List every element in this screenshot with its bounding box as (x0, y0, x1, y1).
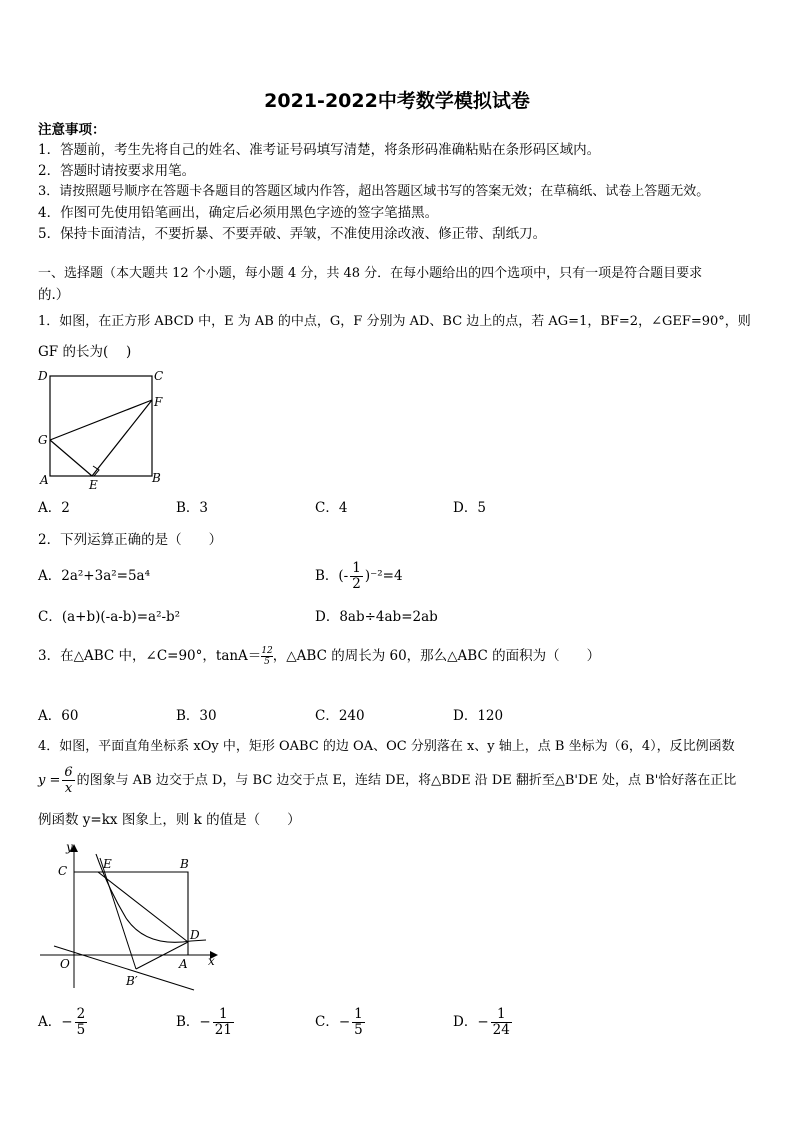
q4-option-d-numerator: 1 (491, 1007, 512, 1023)
q4-option-c-prefix: C．− (315, 1014, 351, 1030)
q1-label-b: B (152, 471, 161, 485)
q2-option-c: C．(a+b)(-a-b)=a²-b² (38, 609, 181, 625)
q1-square-figure (34, 366, 174, 492)
q4-option-c-denominator: 5 (354, 1022, 363, 1038)
q1-option-b: B．3 (176, 500, 209, 516)
q4-option-b-numerator: 1 (213, 1007, 234, 1023)
q3-frac-denominator: 5 (264, 657, 270, 667)
q4-option-b-prefix: B．− (176, 1014, 211, 1030)
q3-frac-numerator: 12 (261, 646, 273, 656)
q4-function-prefix: y = (38, 773, 61, 788)
q4-option-d-prefix: D．− (453, 1014, 489, 1030)
q1-option-d: D．5 (453, 500, 486, 516)
q4-option-a-numerator: 2 (76, 1006, 86, 1022)
q4-label-e: E (103, 857, 112, 871)
q4-label-d: D (190, 928, 200, 942)
q4-stem-line1: 4．如图，平面直角坐标系 xOy 中，矩形 OABC 的边 OA、OC 分别落在 x、y 轴上，点 B 坐标为（6，4），反比例函数 (38, 739, 735, 754)
q2-option-d: D．8ab÷4ab=2ab (315, 609, 438, 625)
notice-item: 2．答题时请按要求用笔。 (38, 163, 196, 179)
q3-option-c: C．240 (315, 708, 365, 724)
notice-item: 1．答题前，考生先将自己的姓名、准考证号码填写清楚，将条形码准确粘贴在条形码区域内。 (38, 142, 601, 158)
section-heading-line1: 一、选择题（本大题共 12 个小题，每小题 4 分，共 48 分．在每小题给出的四个选项中，只有一项是符合题目要求 (38, 266, 703, 281)
q4-label-c: C (58, 864, 68, 878)
q4-label-b-prime: B′ (126, 974, 138, 988)
q3-stem-prefix: 3．在△ABC 中，∠C=90°，tanA＝ (38, 648, 262, 664)
q4-option-a-denominator: 5 (76, 1022, 86, 1038)
section-heading-line2: 的.） (38, 287, 70, 303)
q4-label-x: x (208, 954, 215, 968)
q3-stem (38, 640, 600, 672)
q1-label-a: A (40, 473, 49, 487)
q3-option-a: A．60 (38, 708, 79, 724)
q1-stem-line2: GF 的长为( ) (38, 344, 132, 360)
q2-option-b-suffix: )⁻²=4 (364, 568, 403, 584)
q2-option-b (315, 558, 403, 594)
q3-option-d: D．120 (453, 708, 504, 724)
q3-option-b: B．30 (176, 708, 217, 724)
q4-function-numerator: 6 (64, 765, 73, 780)
q4-option-d-denominator: 24 (492, 1022, 510, 1038)
q4-option-c (315, 1003, 367, 1041)
notice-item: 5．保持卡面清洁，不要折暴、不要弄破、弄皱，不准使用涂改液、修正带、刮纸刀。 (38, 226, 547, 242)
q4-stem-line2 (38, 762, 736, 800)
q2-stem: 2．下列运算正确的是（ ） (38, 532, 223, 548)
q4-option-a-prefix: A．− (38, 1014, 73, 1030)
notice-heading: 注意事项： (38, 122, 106, 138)
q1-option-a: A．2 (38, 500, 70, 516)
q4-label-y: y (66, 840, 73, 854)
q4-label-b: B (180, 857, 189, 871)
q1-label-f: F (154, 395, 163, 409)
q1-label-d: D (38, 369, 48, 383)
q4-stem-line3: 例函数 y=kx 图象上，则 k 的值是（ ） (38, 812, 301, 828)
q2-option-b-denominator: 2 (352, 576, 361, 592)
q1-stem-line1: 1．如图，在正方形 ABCD 中，E 为 AB 的中点，G，F 分别为 AD、BC 边上的点，若 AG=1，BF=2，∠GEF=90°，则 (38, 314, 751, 329)
q1-label-c: C (154, 369, 164, 383)
q1-option-c: C．4 (315, 500, 348, 516)
q4-function-denominator: x (64, 781, 73, 796)
q4-stem-line2-text: 的图象与 AB 边交于点 D，与 BC 边交于点 E，连结 DE，将△BDE 沿 DE 翻折至△B'DE 处，点 B'恰好落在正比 (76, 773, 737, 788)
page-title: 2021-2022中考数学模拟试卷 (264, 90, 530, 112)
notice-item: 4．作图可先使用铅笔画出，确定后必须用黑色字迹的签字笔描黑。 (38, 205, 439, 221)
notice-item: 3．请按照题号顺序在答题卡各题目的答题区域内作答，超出答题区域书写的答案无效；在草稿纸、试卷上答题无效。 (38, 184, 710, 199)
q4-option-a (38, 1003, 89, 1041)
q4-option-c-numerator: 1 (354, 1006, 363, 1022)
q2-option-b-prefix: B．(- (315, 568, 349, 584)
q4-label-a: A (179, 957, 188, 971)
q1-label-g: G (38, 433, 48, 447)
q4-option-b (176, 1003, 236, 1041)
q4-coordinate-figure (36, 838, 226, 996)
q2-option-a: A．2a²+3a²=5a⁴ (38, 568, 151, 584)
q4-option-d (453, 1003, 514, 1041)
q4-option-b-denominator: 21 (214, 1022, 232, 1038)
q1-label-e: E (89, 478, 98, 492)
q3-stem-suffix: ，△ABC 的周长为 60，那么△ABC 的面积为（ ） (272, 648, 601, 664)
q2-option-b-numerator: 1 (352, 560, 361, 576)
q4-label-o: O (60, 957, 70, 971)
